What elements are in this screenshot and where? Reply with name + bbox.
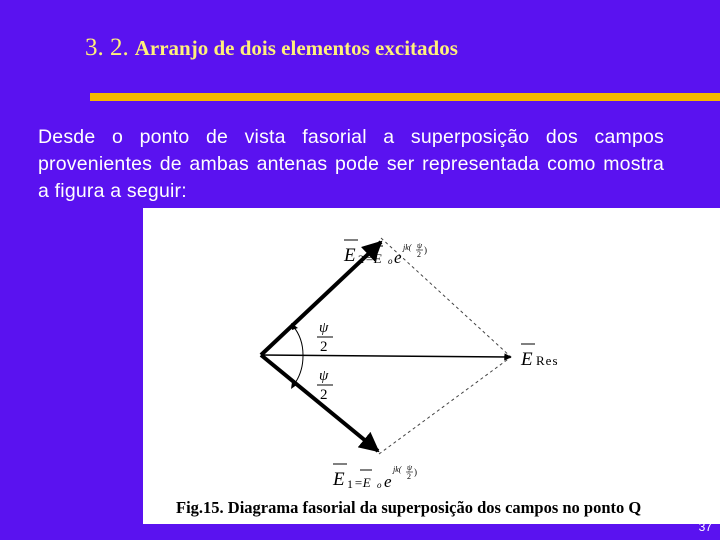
psi-symbol: ψ (319, 320, 329, 336)
title-text: Arranjo de dois elementos excitados (134, 36, 458, 60)
svg-text:o: o (377, 480, 382, 490)
title-underline-bar (90, 93, 720, 101)
slide-title (85, 34, 458, 62)
svg-text:jk(: jk( (403, 243, 412, 252)
svg-text:2: 2 (407, 472, 411, 481)
svg-text:): ) (414, 467, 417, 477)
svg-text:=E: =E (365, 251, 382, 266)
svg-text:1: 1 (347, 477, 353, 491)
svg-text:o: o (388, 256, 393, 266)
svg-text:e: e (394, 248, 402, 267)
half-denominator: 2 (320, 387, 328, 403)
section-number: 3. 2. (85, 34, 129, 61)
e2-label (343, 240, 427, 267)
svg-text:E: E (333, 469, 345, 490)
angle-arc-upper (293, 326, 303, 355)
dashed-line-lower (379, 357, 511, 454)
svg-text:2: 2 (417, 250, 421, 259)
svg-text:): ) (424, 245, 427, 255)
svg-text:E: E (521, 349, 533, 370)
svg-text:=E: =E (354, 475, 371, 490)
figure-caption: Fig.15. Diagrama fasorial da superposição dos campos no ponto Q (176, 498, 642, 517)
eres-label (520, 344, 559, 370)
svg-text:Res: Res (536, 353, 559, 368)
psi-half-label-lower (317, 368, 333, 403)
svg-text:E: E (344, 245, 356, 266)
svg-text:2: 2 (358, 252, 364, 266)
body-paragraph: Desde o ponto de vista fasorial a superposição dos campos provenientes de ambas antenas pode ser representada como mostra a figura a seguir: (38, 126, 664, 202)
phasor-diagram (143, 208, 720, 524)
half-denominator: 2 (320, 339, 328, 355)
psi-half-label-upper (317, 320, 333, 355)
page-number: 37 (698, 520, 712, 534)
psi-symbol: ψ (319, 368, 329, 384)
e1-label (332, 463, 417, 491)
svg-text:jk(: jk( (393, 465, 402, 474)
svg-text:e: e (384, 472, 392, 491)
svg-text:ψ: ψ (417, 241, 422, 250)
svg-text:ψ: ψ (407, 463, 412, 472)
phasor-eres-arrow (261, 355, 511, 357)
phasor-diagram-figure (143, 208, 720, 524)
